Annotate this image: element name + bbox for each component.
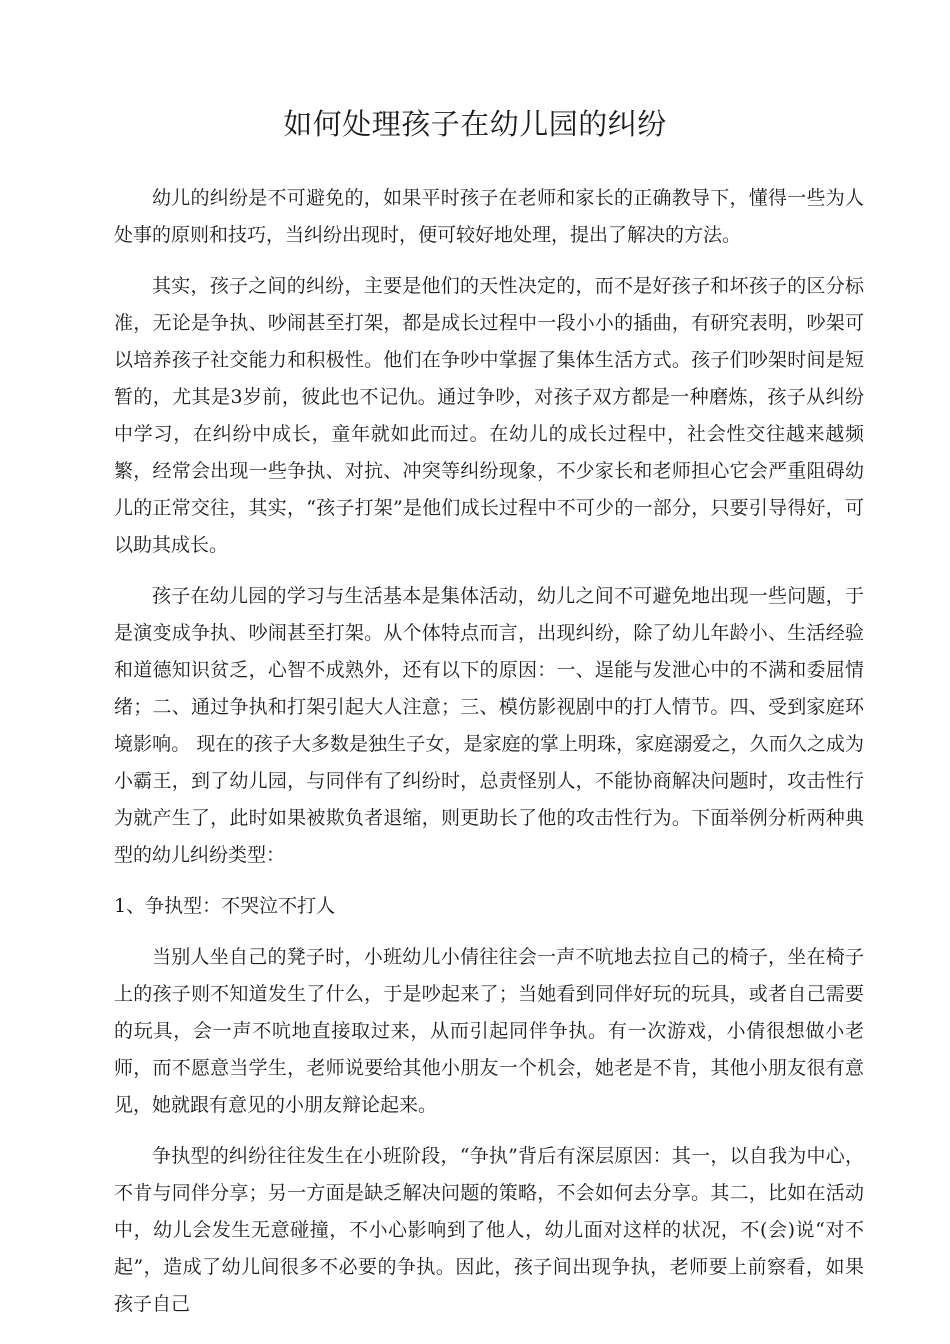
section-heading-type-1: 1、争执型：不哭泣不打人 [114, 895, 336, 917]
document-title: 如何处理孩子在幼儿园的纠纷 [283, 107, 667, 141]
paragraph-analysis: 争执型的纠纷往往发生在小班阶段，“争执”背后有深层原因：其一，以自我为中心，不肯与同伴分享；另一方面是缺乏解决问题的策略，不会如何去分享。其二，比如在活动中，幼儿会发生无意碰撞，不小心影响到了他人，幼儿面对这样的状况，不(会)说“对不起”，造成了幼儿间很多不必要的争执。因此，孩子间出现争执，老师要上前察看，如果孩子自己 [114, 1145, 864, 1315]
paragraph-nature-of-disputes: 其实，孩子之间的纠纷，主要是他们的天性决定的，而不是好孩子和坏孩子的区分标准，无论是争执、吵闹甚至打架，都是成长过程中一段小小的插曲，有研究表明，吵架可以培养孩子社交能力和积极性。他们在争吵中掌握了集体生活方式。孩子们吵架时间是短暂的，尤其是3岁前，彼此也不记仇。通过争吵，对孩子双方都是一种磨炼，孩子从纠纷中学习，在纠纷中成长，童年就如此而过。在幼儿的成长过程中，社会性交往越来越频繁，经常会出现一些争执、对抗、冲突等纠纷现象，不少家长和老师担心它会严重阻碍幼儿的正常交往，其实，“孩子打架”是他们成长过程中不可少的一部分，只要引导得好，可以助其成长。 [114, 275, 864, 556]
paragraph-causes: 孩子在幼儿园的学习与生活基本是集体活动，幼儿之间不可避免地出现一些问题，于是演变成争执、吵闹甚至打架。从个体特点而言，出现纠纷，除了幼儿年龄小、生活经验和道德知识贫乏，心智不成熟外，还有以下的原因：一、逞能与发泄心中的不满和委屈情绪；二、通过争执和打架引起大人注意；三、模仿影视剧中的打人情节。四、受到家庭环境影响。 现在的孩子大多数是独生子女，是家庭的掌上明珠，家庭溺爱之，久而久之成为小霸王，到了幼儿园，与同伴有了纠纷时，总责怪别人，不能协商解决问题时，攻击性行为就产生了，此时如果被欺负者退缩，则更助长了他的攻击性行为。下面举例分析两种典型的幼儿纠纷类型： [114, 585, 864, 866]
document-body [114, 180, 864, 1337]
paragraph-example-xiaoqian: 当别人坐自己的凳子时，小班幼儿小倩往往会一声不吭地去拉自己的椅子，坐在椅子上的孩子则不知道发生了什么，于是吵起来了；当她看到同伴好玩的玩具，或者自己需要的玩具，会一声不吭地直接取过来，从而引起同伴争执。有一次游戏，小倩很想做小老师，而不愿意当学生，老师说要给其他小朋友一个机会，她老是不肯，其他小朋友很有意见，她就跟有意见的小朋友辩论起来。 [114, 946, 864, 1116]
paragraph-intro: 幼儿的纠纷是不可避免的，如果平时孩子在老师和家长的正确教导下，懂得一些为人处事的原则和技巧，当纠纷出现时，便可较好地处理，提出了解决的方法。 [114, 187, 864, 246]
